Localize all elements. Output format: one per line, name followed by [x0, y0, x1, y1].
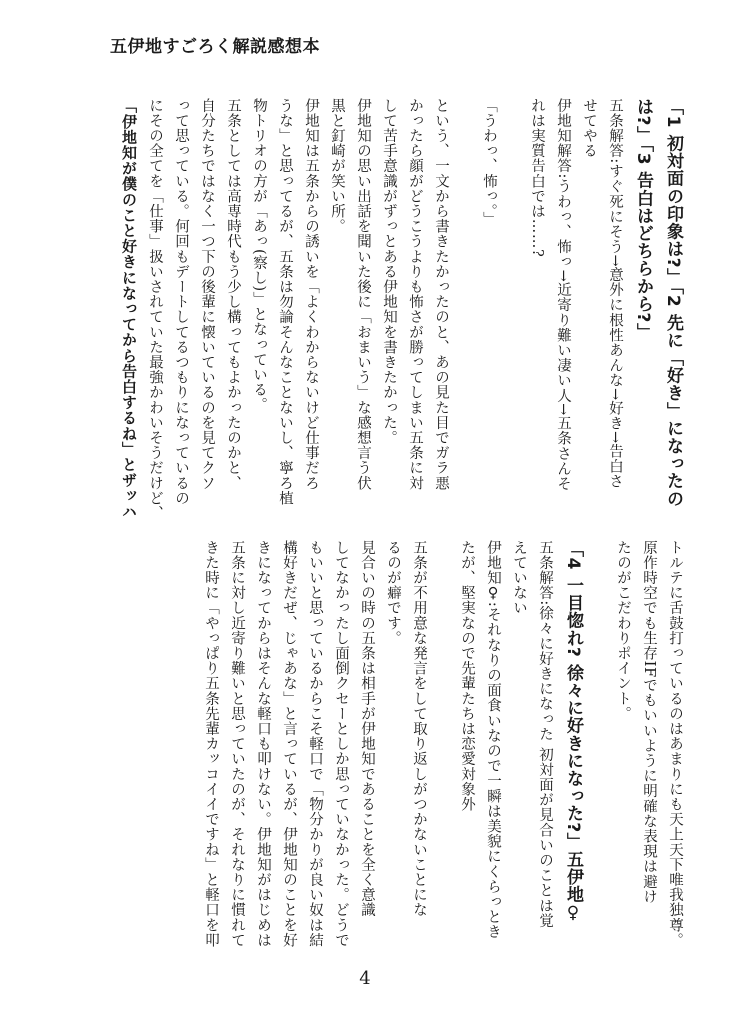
- text-column: るのが癖です。: [385, 540, 401, 646]
- text-column: 伊地知は五条からの誘いを「よくわからないけど仕事だろ: [303, 98, 319, 491]
- page-title: 五伊地すごろく解説感想本: [110, 37, 320, 57]
- text-column: かったら顔がどうこうよりも怖さが勝ってしまい五条に対: [407, 98, 423, 491]
- text-column: にその全てを「仕事」扱いされていた最強かわいそうだけど、: [147, 98, 163, 521]
- text-column: きた時に「やっぱり五条先輩カッコイイですね」と軽口を叩: [203, 540, 219, 948]
- text-column: えていない: [511, 540, 527, 616]
- text-column: 「伊地知が僕のこと好きになってから告白するね」とザッハ: [120, 98, 138, 520]
- text-column: 五条に対し近寄り難いと思っていたのが、それなりに慣れて: [229, 540, 245, 948]
- top-text-block: [98, 98, 688, 521]
- text-column: たのがこだわりポイント。: [615, 540, 631, 722]
- text-column: 黒と釘崎が笑い所。: [329, 98, 345, 234]
- text-column: 原作時空でも生存IFでもいいように明確な表現は避け: [641, 540, 657, 905]
- text-column: 物トリオの方が「あっ(察し)」となっている。: [251, 98, 267, 413]
- text-column: きになってからはそんな軽口も叩けない。伊地知がはじめは: [255, 540, 271, 948]
- text-column: もいいと思っているからこそ軽口で「物分かりが良い奴は結: [307, 540, 323, 948]
- text-column: 自分たちではなく一つ下の後輩に懐いているのを見てクソ: [199, 98, 215, 491]
- text-column: 「うわっ、怖っ。」: [481, 98, 497, 227]
- text-column: してなかったし面倒クセーとしか思っていなかった。どうで: [333, 540, 349, 948]
- text-column: という、一文から書きたかったのと、あの見た目でガラ悪: [433, 98, 449, 491]
- text-column: せてやる: [581, 98, 597, 159]
- page-number: 4: [359, 968, 371, 989]
- text-column: って思っている。何回もデートしてるつもりになっているの: [173, 98, 189, 506]
- text-column: たが、堅実なので先輩たちは恋愛対象外: [459, 540, 475, 812]
- section-heading: 「1 初対面の印象は?」「2 先に「好き」になったの: [663, 98, 683, 508]
- text-column: 伊地知解答:うわっ、怖っ→近寄り難い凄い人→五条さんそ: [555, 98, 571, 492]
- text-column: うな」と思ってるが、五条は勿論そんなことないし、寧ろ植: [277, 98, 293, 506]
- text-column: 五条解答:徐々に好きになった 初対面が見合いのことは覚: [537, 540, 553, 929]
- text-column: 五条が不用意な発言をして取り返しがつかないことにな: [411, 540, 427, 918]
- section-heading: は?」「3 告白はどちらから?」: [633, 98, 653, 341]
- section-heading: 「4 一目惚れ? 徐々に好きになった?」五伊地♀: [563, 540, 583, 924]
- text-column: して苦手意識がずっとある伊地知を書きたかった。: [381, 98, 397, 446]
- text-column: 五条としては高専時代もう少し構ってもよかったのかと、: [225, 98, 241, 491]
- text-column: 構好きだぜ、じゃあな」と言っているが、伊地知のことを好: [281, 540, 297, 948]
- text-column: 伊地知♀:それなりの面食いなので一瞬は美貌にくらっとき: [485, 540, 501, 940]
- text-column: トルテに舌鼓打っているのはあまりにも天上天下唯我独尊。: [667, 540, 683, 948]
- text-column: 伊地知の思い出話を聞いた後に「おまいう」な感想言う伏: [355, 98, 371, 491]
- text-column: 五条解答:すぐ死にそう→意外に根性あんな→好き→告白さ: [607, 98, 623, 490]
- text-column: 見合いの時の五条は相手が伊地知であることを全く意識: [359, 540, 375, 918]
- text-column: れは実質告白では……?: [529, 98, 545, 258]
- bottom-text-block: [98, 540, 688, 948]
